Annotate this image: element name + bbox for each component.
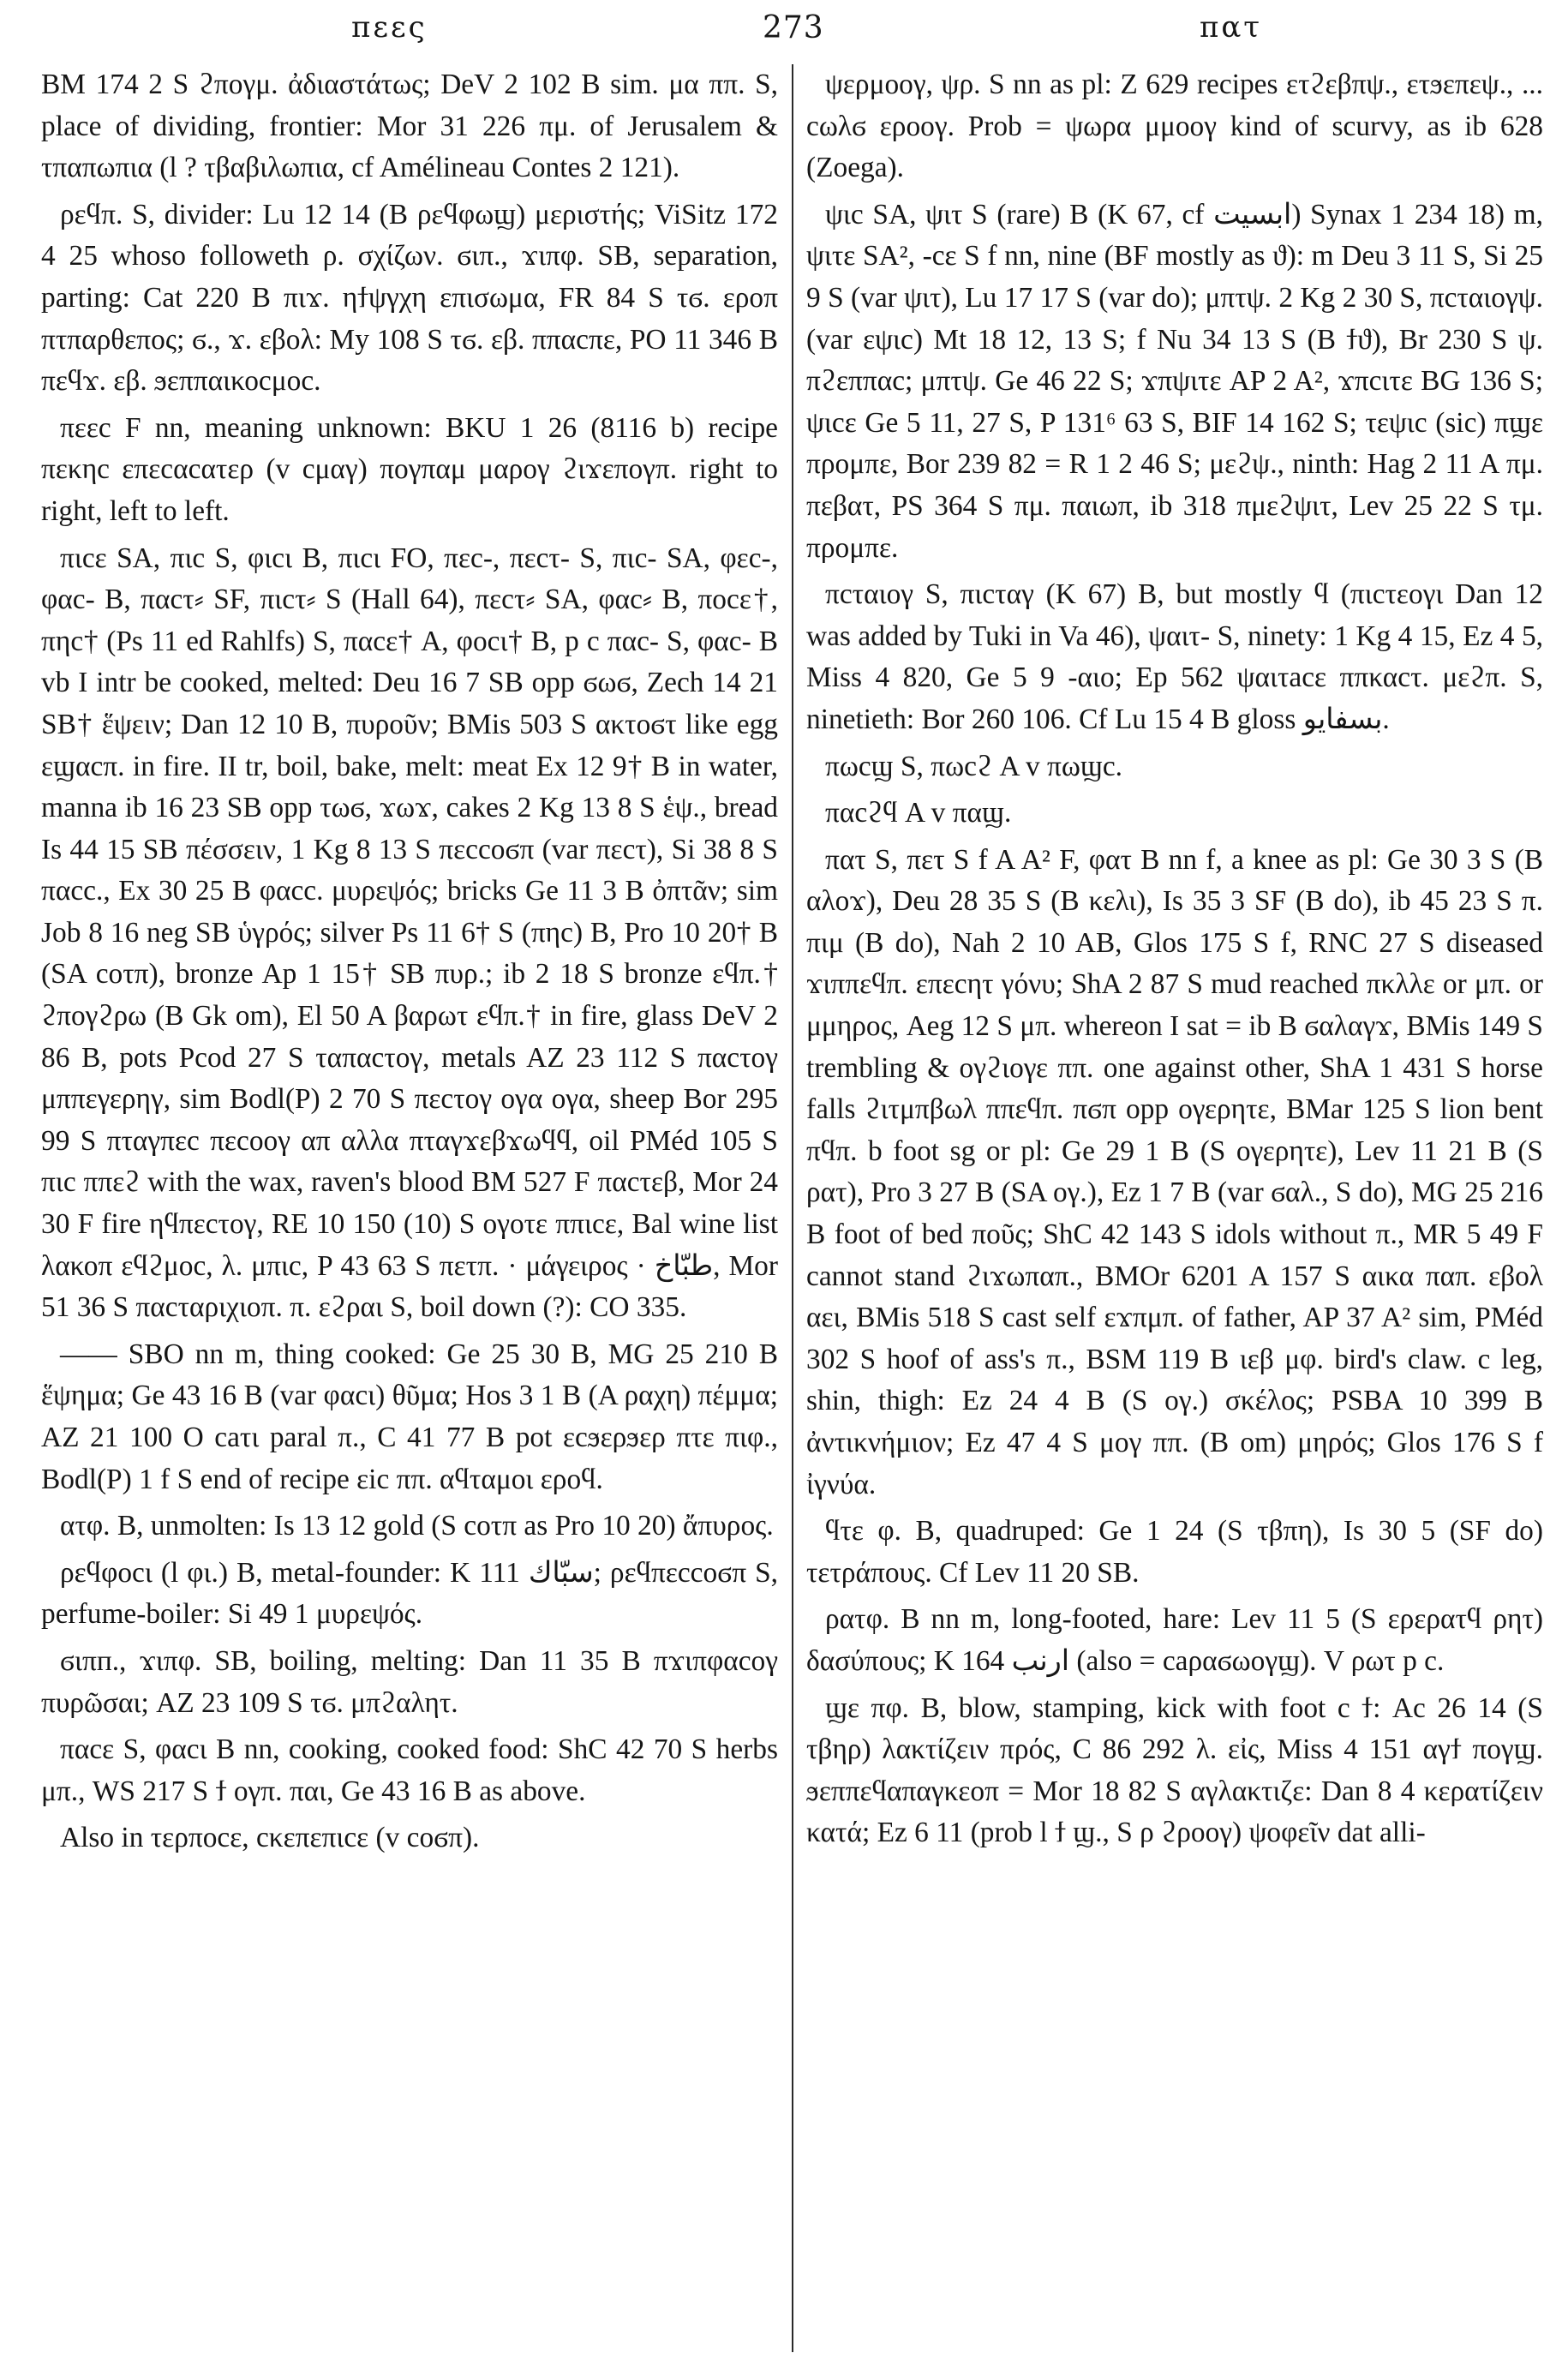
dictionary-entry: ψερμοογ, ψρ. S nn as pl: Z 629 recipes ετϩεβπψ., ετϧεπεψ., ... cωλϭ εροογ. Prob = ψωρα μμοογ kind of scurvy, as ib 628 (Zoega). bbox=[806, 69, 1543, 184]
dictionary-entry: παcε S, φαcι B nn, cooking, cooked food: ShC 42 70 S herbs μπ., WS 217 S ϯ ογπ. παι, Ge 43 16 B as above. bbox=[41, 1733, 778, 1807]
page-number: 273 bbox=[763, 10, 824, 45]
dictionary-entry: παcϩϥ A v παϣ. bbox=[825, 797, 1012, 829]
running-head-right: πατ bbox=[1200, 10, 1263, 45]
dictionary-entry: ρεϥπ. S, divider: Lu 12 14 (B ρεϥφωϣ) μεριστής; ViSitz 172 4 25 whoso followeth ρ. σχίζων. ϭιπ., ϫιπφ. SB, separation, parting: Cat 220 B πιϫ. ηϯψγχη επισωμα, FR 84 S τϭ. εροπ πτπαρθεπος; ϭ., ϫ. εβολ: My 108 S τϭ. εβ. ππαcπε, PO 11 346 B πεϥϫ. εβ. ϧεππαικοcμοc. bbox=[41, 198, 778, 398]
dictionary-entry: πιcε SA, πιc S, φιcι B, πιcι FO, πεc-, πεcτ- S, πιc- SA, φεc-, φαc- B, παcτ⸗ SF, πιcτ⸗ S (Hall 64), πεcτ⸗ SA, φαc⸗ B, ποcε†, πηc† (Ps 11 ed Rahlfs) S, παcε† A, φοcι† B, p c παc- S, φαc- B vb I intr be cooked, melted: Deu 16 7 SB opp ϭωϭ, Zech 14 21 SB† ἕψειν; Dan 12 10 B, πυροῦν; BMis 503 S ακτοϭτ like egg εϣαcπ. in fire. II tr, boil, bake, melt: meat Ex 12 9† B in water, manna ib 16 23 SB opp τωϭ, ϫωϫ, cakes 2 Kg 13 8 S ἑψ., bread Is 44 15 SB πέσσειν, 1 Kg 8 13 S πεccοϭπ (var πεcτ), Si 38 8 S παcc., Ex 30 25 B φαcc. μυρεψός; bricks Ge 11 3 B ὀπτᾶν; sim Job 8 16 neg SB ὑγρός; silver Ps 11 6† S (πηc) B, Pro 10 20† B (SA cοτπ), bronze Ap 1 15† SB πυρ.; ib 2 18 S bronze εϥπ.† ϩπογϩρω (B Gk om), El 50 A βαρωτ εϥπ.† in fire, glass DeV 2 86 B, pots Pcod 27 S ταπαcτογ, metals AZ 23 112 S παcτογ μππεγερηγ, sim Bodl(P) 2 70 S πεcτογ ογα ογα, sheep Bor 295 99 S πταγπεc πεcοογ απ αλλα πταγϫεβϫωϥϥ, oil PMéd 105 S πιc ππεϩ with the wax, raven's blood BM 527 F παcτεβ, Mor 24 30 F fire ηϥπεcτογ, RE 10 150 (10) S ογοτε ππιcε, Bal wine list λακοπ εϥϩμοc, λ. μπιc, P 43 63 S πετπ. · μάγειρος · طبّاخ, Mor 51 36 S παcταριχιοπ. π. εϩραι S, boil down (?): CO 335. bbox=[41, 542, 778, 1324]
dictionary-entry: BM 174 2 S ϩπογμ. ἀδιαστάτως; DeV 2 102 B sim. μα ππ. S, place of dividing, frontier: Mor 31 226 πμ. of Jerusalem & τπαπωπια (l ? τβαβιλωπια, cf Amélineau Contes 2 121). bbox=[41, 69, 778, 184]
dictionary-entry: πωcϣ S, πωcϩ A v πωϣc. bbox=[825, 750, 1122, 782]
right-column bbox=[806, 64, 1543, 2356]
column-divider bbox=[792, 64, 793, 2352]
dictionary-entry: Also in τερποcε, cκεπεπιcε (v cοϭπ). bbox=[60, 1822, 480, 1854]
dictionary-entry: ψιc SA, ψιτ S (rare) B (K 67, cf ابسيت) Synax 1 234 18) m, ψιτε SA², -cε S f nn, nine (BF mostly as ϑ): m Deu 3 11 S, Si 25 9 S (var ψιτ), Lu 17 17 S (var do); μπτψ. 2 Kg 2 30 S, πcταιογψ. (var εψιc) Mt 18 12, 13 S; f Nu 34 13 S (B ϯϑ), Br 230 S ψ. πϩεππαc; μπτψ. Ge 46 22 S; ϫπψιτε AP 2 A², ϫπcιτε BG 136 S; ψιcε Ge 5 11, 27 S, P 131⁶ 63 S, BIF 14 162 S; τεψιc (sic) πϣε προμπε, Bor 239 82 = R 1 2 46 S; μεϩψ., ninth: Hag 2 11 A πμ. πεβατ, PS 364 S πμ. παιωπ, ib 318 πμεϩψιτ, Lev 25 22 S τμ. προμπε. bbox=[806, 198, 1543, 564]
dictionary-entry: ϣε πφ. B, blow, stamping, kick with foot c ϯ: Ac 26 14 (S τβηρ) λακτίζειν πρός, C 86 292 λ. εἰς, Miss 4 151 αγϯ πογϣ. ϧεππεϥαπαγκεοπ = Mor 18 82 S αγλακτιζε: Dan 8 4 κερατίζειν κατά; Ez 6 11 (prob l ϯ ϣ., S ρ ϩροογ) ψοφεῖν dat alli- bbox=[806, 1691, 1543, 1849]
running-head bbox=[43, 10, 1534, 58]
dictionary-entry: ρεϥφοcι (l φι.) B, metal-founder: K 111 سبّاك; ρεϥπεccοϭπ S, perfume-boiler: Si 49 1 μυρεψός. bbox=[41, 1556, 778, 1631]
dictionary-entry: ρατφ. B nn m, long-footed, hare: Lev 11 5 (S ερερατϥ ρητ) δασύπους; K 164 ارنب (also = caραϭωογϣ). V ρωτ p c. bbox=[806, 1603, 1543, 1677]
dictionary-columns bbox=[41, 64, 1542, 2356]
dictionary-entry: —— SBO nn m, thing cooked: Ge 25 30 B, MG 25 210 B ἕψημα; Ge 43 16 B (var φαcι) θῦμα; Hos 3 1 B (A ραχη) πέμμα; AZ 21 100 O caτι paral π., C 41 77 B pot εcϧερϧερ πτε πιφ., Bodl(P) 1 f S end of recipe εic ππ. αϥταμοι εροϥ. bbox=[41, 1338, 778, 1495]
dictionary-entry: πατ S, πετ S f A A² F, φατ B nn f, a knee as pl: Ge 30 3 S (B αλοϫ), Deu 28 35 S (B κελι), Is 35 3 SF (B do), ib 45 23 S π. πιμ (B do), Nah 2 10 AB, Glos 175 S f, RNC 27 S diseased ϫιππεϥπ. επεcητ γόνυ; ShA 2 87 S mud reached πκλλε or μπ. or μμηρος, Aeg 12 S μπ. whereon I sat = ib B ϭαλαγϫ, BMis 149 S trembling & ογϩιογε ππ. one against other, ShA 1 431 S horse falls ϩιτμπβωλ ππεϥπ. πϭπ opp ογερητε, BMar 125 S lion bent πϥπ. b foot sg or pl: Ge 29 1 B (S ογερητε), Lev 11 21 B (S ρατ), Pro 3 27 B (SA ογ.), Ez 1 7 B (var ϭαλ., S do), MG 25 216 B foot of bed ποῦς; ShC 42 143 S idols without π., MR 5 49 F cannot stand ϩιϫωπαπ., BMOr 6201 A 157 S αικα παπ. εβολ αει, BMis 518 S cast self εϫπμπ. of father, AP 37 A² sim, PMéd 302 S hoof of ass's π., BSM 119 B ιεβ μφ. bird's claw. c leg, shin, thigh: Ez 24 4 B (S ογ.) σκέλος; PSBA 10 399 B ἀντικνήμιον; Ez 47 4 S μογ ππ. (B om) μηρός; Glos 176 S f ἰγνύα. bbox=[806, 843, 1543, 1500]
dictionary-entry: ατφ. B, unmolten: Is 13 12 gold (S cοτπ as Pro 10 20) ἄπυρος. bbox=[60, 1510, 774, 1542]
dictionary-entry: πεεc F nn, meaning unknown: BKU 1 26 (8116 b) recipe πεκηc επεcαcατερ (v cμαγ) πογπαμ μαρογ ϩιϫεπογπ. right to right, left to left. bbox=[41, 411, 778, 527]
dictionary-entry: πcταιογ S, πιcταγ (K 67) B, but mostly ϥ (πιcτεογι Dan 12 was added by Tuki in Va 46), ψαιτ- S, ninety: 1 Kg 4 15, Ez 4 5, Miss 4 820, Ge 5 9 -αιο; Ep 562 ψαιτacε ππκαcτ. μεϩπ. S, ninetieth: Bor 260 106. Cf Lu 15 4 B gloss بسفايو. bbox=[806, 578, 1543, 735]
dictionary-entry: ϥτε φ. B, quadruped: Ge 1 24 (S τβπη), Is 30 5 (SF do) τετράπους. Cf Lev 11 20 SB. bbox=[806, 1515, 1543, 1589]
left-column bbox=[41, 64, 778, 2356]
running-head-left: πεες bbox=[351, 10, 428, 45]
dictionary-entry: ϭιπп., ϫιπφ. SB, boiling, melting: Dan 11 35 B πϫιπφαcογ πυρῶσαι; AZ 23 109 S τϭ. μπϩαλητ. bbox=[41, 1644, 778, 1719]
